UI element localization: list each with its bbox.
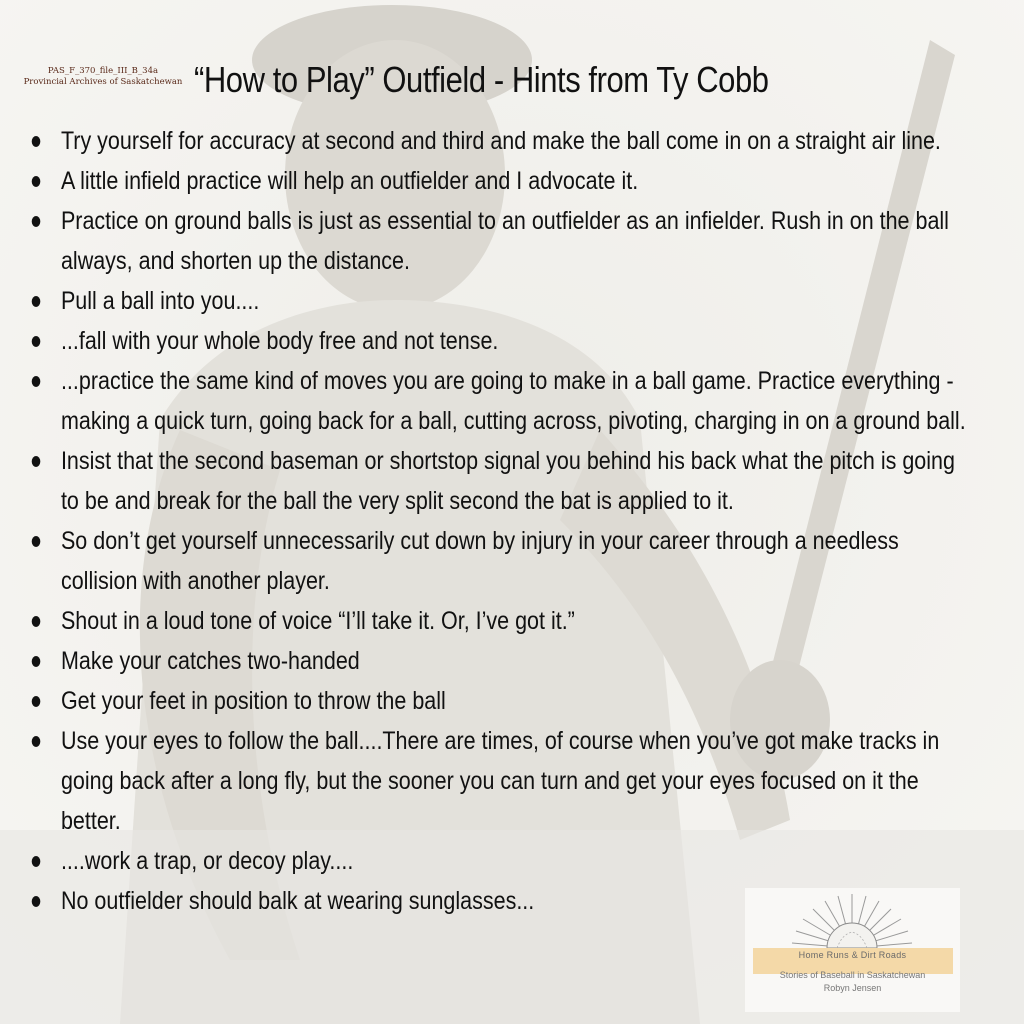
list-item: ...practice the same kind of moves you are going to make in a ball game. Practice everything - making a quick turn, going back for a ball, cutting across, pivoting, charging in on a ground ball. — [30, 361, 976, 441]
list-item: Practice on ground balls is just as essential to an outfielder as an infielder. Rush in on the ball always, and shorten up the distance. — [30, 201, 976, 281]
source-caption-line2: Provincial Archives of Saskatchewan — [23, 77, 183, 87]
brand-logo — [745, 888, 960, 1012]
list-item: ....work a trap, or decoy play.... — [30, 841, 976, 881]
page-title: “How to Play” Outfield - Hints from Ty Cobb — [194, 59, 769, 100]
source-caption-line1: PAS_F_370_file_III_B_34a — [47, 66, 159, 76]
list-item: No outfielder should balk at wearing sunglasses... — [30, 881, 976, 921]
logo-name: Home Runs & Dirt Roads — [798, 950, 907, 960]
source-caption — [18, 66, 188, 88]
list-item: Pull a ball into you.... — [30, 281, 976, 321]
list-item: Shout in a loud tone of voice “I’ll take it. Or, I’ve got it.” — [30, 601, 976, 641]
sunburst-baseball-icon — [775, 890, 930, 952]
list-item: Get your feet in position to throw the ball — [30, 681, 976, 721]
list-item: A little infield practice will help an outfielder and I advocate it. — [30, 161, 976, 201]
list-item: Make your catches two-handed — [30, 641, 976, 681]
list-item: Try yourself for accuracy at second and third and make the ball come in on a straight air line. — [30, 121, 976, 161]
list-item: Use your eyes to follow the ball....There are times, of course when you’ve got make tracks in going back after a long fly, but the sooner you can turn and get your eyes focused on it the better. — [30, 721, 976, 841]
logo-author: Robyn Jensen — [823, 983, 882, 993]
list-item: ...fall with your whole body free and not tense. — [30, 321, 976, 361]
tips-list — [30, 121, 976, 921]
logo-subtitle: Stories of Baseball in Saskatchewan — [779, 970, 926, 980]
list-item: So don’t get yourself unnecessarily cut down by injury in your career through a needless collision with another player. — [30, 521, 976, 601]
list-item: Insist that the second baseman or shortstop signal you behind his back what the pitch is going to be and break for the ball the very split second the bat is applied to it. — [30, 441, 976, 521]
